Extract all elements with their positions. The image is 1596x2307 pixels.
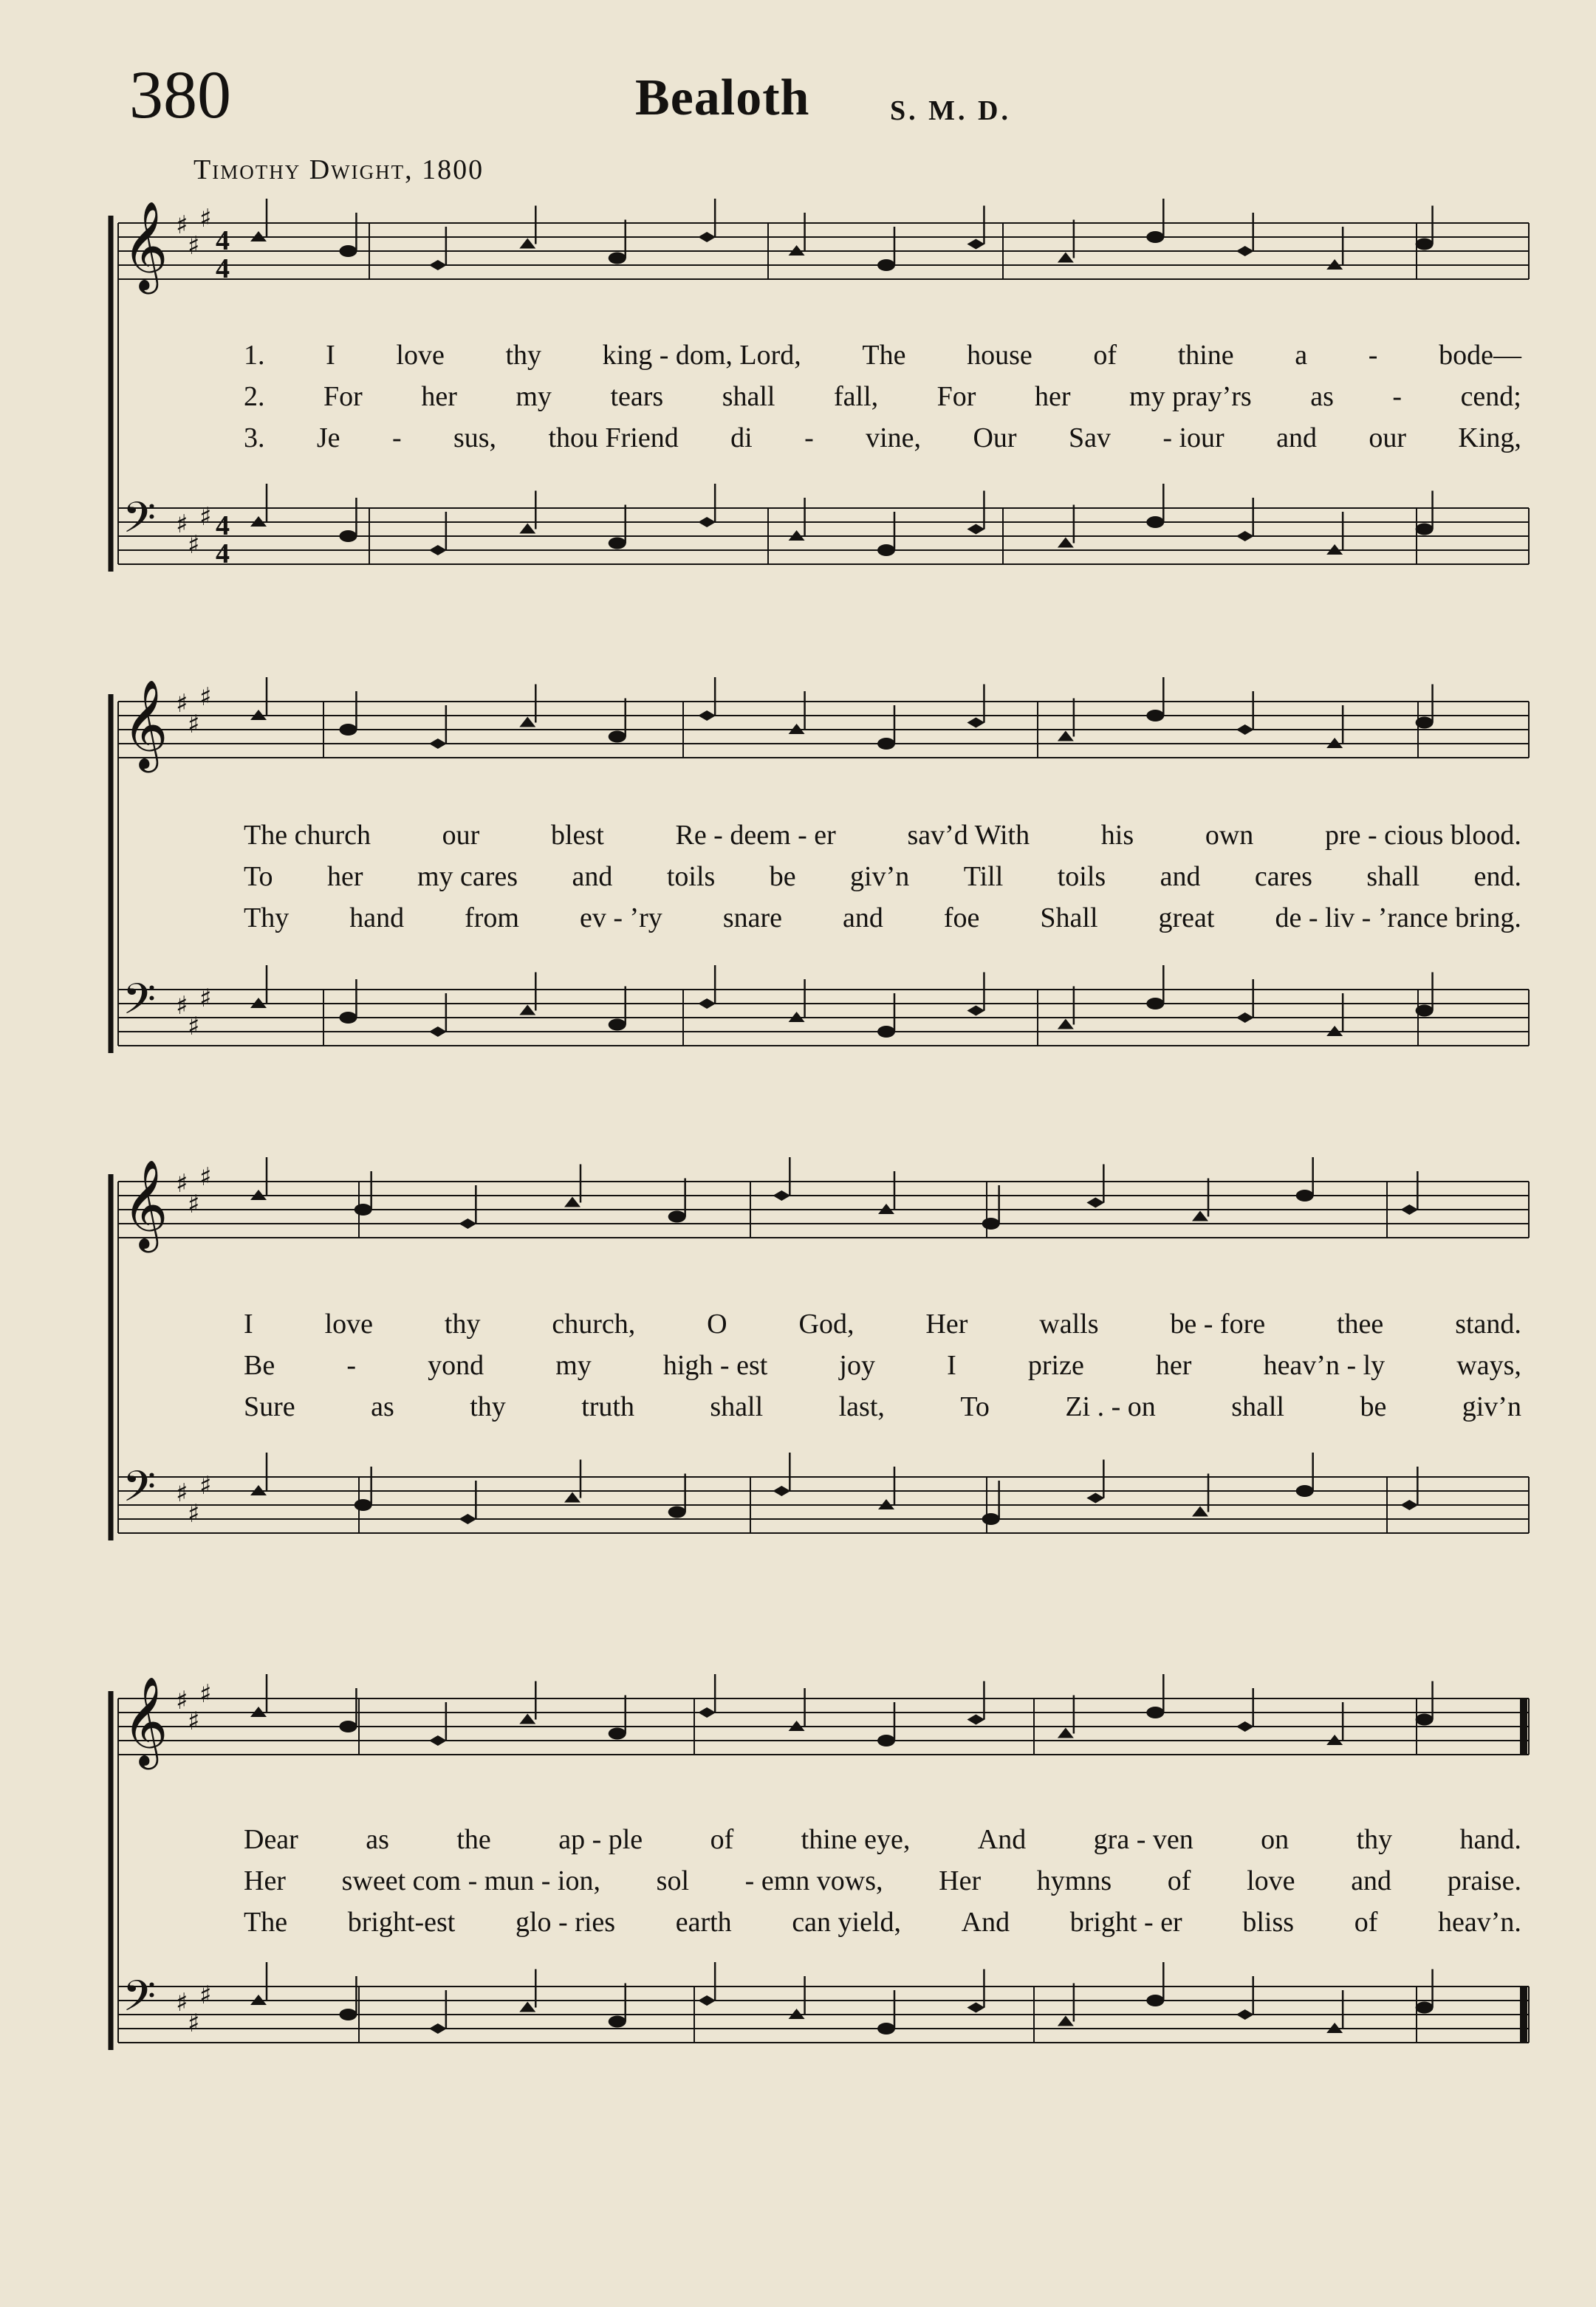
lyric-syllable: Dear: [244, 1824, 298, 1855]
bass-clef-icon: 𝄢: [123, 1971, 157, 2032]
lyric-syllable: thy: [505, 340, 542, 371]
note-head: [1416, 2002, 1434, 2014]
lyric-syllable: hymns: [1036, 1865, 1112, 1896]
lyric-syllable: thine: [1177, 340, 1234, 371]
note-head: [339, 1012, 357, 1024]
sharp-icon: ♯: [188, 1499, 200, 1529]
lyric-syllable: I: [244, 1309, 253, 1340]
lyric-syllable: can yield,: [792, 1907, 902, 1938]
note-head: [877, 1735, 895, 1746]
lyric-syllable: love: [324, 1309, 373, 1340]
lyric-syllable: shall: [722, 381, 775, 412]
note-head: [967, 524, 984, 535]
note-layer: [250, 199, 1434, 2035]
hymn-number: 380: [129, 57, 231, 132]
lyric-syllable: truth: [581, 1391, 634, 1422]
note-head: [877, 1026, 895, 1038]
lyric-syllable: Her: [244, 1865, 286, 1896]
lyric-syllable: gra - ven: [1093, 1824, 1193, 1855]
lyric-syllable: hand: [349, 902, 405, 933]
sharp-icon: ♯: [176, 689, 188, 719]
sharp-icon: ♯: [188, 1012, 200, 1041]
note-head: [877, 738, 895, 750]
lyric-syllable: - iour: [1162, 422, 1225, 453]
lyric-syllable: de - liv - ’rance bring.: [1275, 902, 1521, 933]
lyric-syllable: his: [1100, 820, 1134, 851]
note-head: [967, 239, 984, 250]
lyric-syllable: church,: [552, 1309, 636, 1340]
lyric-syllable: my pray’rs: [1129, 381, 1252, 412]
sharp-icon: ♯: [188, 530, 200, 560]
final-barline: [1520, 1698, 1527, 1755]
lyric-syllable: and: [572, 861, 613, 892]
lyric-syllable: -: [1368, 340, 1378, 371]
lyric-syllable: snare: [722, 902, 782, 933]
lyric-syllable: Till: [963, 861, 1004, 892]
note-head: [1058, 1728, 1074, 1738]
lyric-syllable: 2.: [244, 381, 265, 412]
lyric-syllable: Our: [973, 422, 1017, 453]
sharp-icon: ♯: [188, 1190, 200, 1219]
tune-name: Bealoth: [635, 69, 810, 126]
lyric-line: [244, 1310, 1521, 1338]
lyric-syllable: and: [843, 902, 883, 933]
lyric-syllable: prize: [1027, 1350, 1084, 1381]
note-head: [1086, 1198, 1104, 1208]
time-signature-bottom: 4: [216, 253, 230, 284]
note-head: [967, 718, 984, 728]
lyric-syllable: For: [936, 381, 976, 412]
lyric-syllable: ap - ple: [558, 1824, 643, 1855]
note-head: [1236, 1721, 1254, 1732]
lyric-syllable: The: [244, 1907, 288, 1938]
lyric-line: [244, 904, 1521, 932]
note-head: [429, 2023, 447, 2034]
lyric-syllable: bode—: [1439, 340, 1521, 371]
note-head: [429, 1026, 447, 1037]
lyric-syllable: sol: [656, 1865, 690, 1896]
lyric-syllable: king - dom, Lord,: [602, 340, 801, 371]
note-head: [339, 2009, 357, 2020]
lyric-syllable: And: [961, 1907, 1010, 1938]
note-head: [429, 1735, 447, 1746]
lyric-line: [244, 863, 1521, 891]
lyric-syllable: Her: [939, 1865, 982, 1896]
note-head: [564, 1197, 580, 1207]
lyric-syllable: cend;: [1460, 381, 1521, 412]
note-head: [1146, 516, 1164, 528]
note-head: [967, 2003, 984, 2013]
lyric-syllable: The church: [244, 820, 371, 851]
note-head: [1296, 1485, 1314, 1497]
note-head: [429, 545, 447, 555]
lyric-syllable: Re - deem - er: [675, 820, 836, 851]
lyric-syllable: giv’n: [1462, 1391, 1521, 1422]
note-head: [982, 1218, 1000, 1230]
sharp-icon: ♯: [199, 1471, 212, 1501]
lyric-syllable: Sure: [244, 1391, 295, 1422]
lyric-syllable: own: [1205, 820, 1254, 851]
lyric-syllable: end.: [1473, 861, 1521, 892]
note-head: [698, 998, 716, 1009]
note-head: [429, 738, 447, 749]
note-head: [877, 544, 895, 556]
note-head: [564, 1492, 580, 1503]
lyric-syllable: glo - ries: [516, 1907, 616, 1938]
lyric-syllable: love: [396, 340, 445, 371]
note-head: [1058, 2016, 1074, 2026]
note-head: [1236, 1012, 1254, 1023]
lyric-line: [244, 821, 1521, 849]
note-head: [355, 1499, 372, 1511]
sharp-icon: ♯: [176, 510, 188, 539]
lyric-syllable: ev - ’ry: [579, 902, 662, 933]
lyric-syllable: pre - cious blood.: [1324, 820, 1521, 851]
lyric-syllable: blest: [551, 820, 604, 851]
lyric-syllable: 1.: [244, 340, 265, 371]
lyric-syllable: as: [371, 1391, 394, 1422]
lyric-syllable: walls: [1039, 1309, 1099, 1340]
lyric-syllable: our: [442, 820, 480, 851]
clef-layer: [123, 200, 230, 2038]
lyric-syllable: joy: [839, 1350, 875, 1381]
lyric-syllable: To: [244, 861, 273, 892]
sharp-icon: ♯: [188, 1707, 200, 1736]
note-head: [429, 260, 447, 270]
treble-clef-icon: 𝄞: [123, 1159, 168, 1249]
note-head: [339, 724, 357, 736]
lyric-syllable: 3.: [244, 422, 265, 453]
lyric-syllable: a: [1295, 340, 1308, 371]
lyric-syllable: her: [327, 861, 363, 892]
lyric-syllable: foe: [943, 902, 980, 933]
lyric-syllable: and: [1160, 861, 1201, 892]
lyric-syllable: high - est: [662, 1350, 768, 1381]
sharp-icon: ♯: [176, 1988, 188, 2018]
meter: S. M. D.: [890, 95, 1011, 126]
sharp-icon: ♯: [176, 210, 188, 240]
lyric-syllable: thy: [1356, 1824, 1393, 1855]
lyric-syllable: earth: [675, 1907, 732, 1938]
note-head: [519, 1005, 535, 1015]
lyric-syllable: sav’d With: [907, 820, 1030, 851]
note-head: [519, 524, 535, 534]
note-head: [877, 259, 895, 271]
lyric-syllable: - emn vows,: [744, 1865, 883, 1896]
lyric-syllable: thy: [444, 1309, 481, 1340]
lyric-syllable: shall: [710, 1391, 764, 1422]
lyric-syllable: and: [1276, 422, 1317, 453]
note-head: [698, 710, 716, 721]
lyric-syllable: I: [947, 1350, 956, 1381]
treble-clef-icon: 𝄞: [123, 200, 168, 290]
note-head: [355, 1204, 372, 1216]
note-head: [1058, 731, 1074, 741]
lyric-line: [244, 383, 1521, 411]
lyric-syllable: my cares: [417, 861, 518, 892]
note-head: [1416, 717, 1434, 729]
lyric-syllable: Her: [925, 1309, 968, 1340]
sharp-icon: ♯: [188, 710, 200, 739]
note-head: [459, 1514, 476, 1524]
lyric-line: [244, 1351, 1521, 1379]
note-head: [609, 2016, 626, 2028]
lyric-syllable: thee: [1337, 1309, 1384, 1340]
time-signature-top: 4: [216, 225, 230, 256]
lyric-syllable: Shall: [1040, 902, 1098, 933]
note-head: [773, 1190, 790, 1201]
note-head: [1400, 1204, 1418, 1215]
lyric-syllable: And: [977, 1824, 1027, 1855]
lyric-syllable: as: [1310, 381, 1334, 412]
lyric-syllable: love: [1247, 1865, 1295, 1896]
lyric-line: [244, 1908, 1521, 1936]
lyric-syllable: stand.: [1455, 1309, 1521, 1340]
note-head: [668, 1211, 686, 1223]
note-head: [519, 717, 535, 727]
lyric-syllable: Zi . - on: [1065, 1391, 1156, 1422]
note-head: [1416, 239, 1434, 250]
lyric-syllable: giv’n: [850, 861, 910, 892]
note-head: [1146, 998, 1164, 1009]
lyric-syllable: toils: [1057, 861, 1106, 892]
lyric-syllable: shall: [1231, 1391, 1284, 1422]
sharp-icon: ♯: [176, 1686, 188, 1715]
sharp-icon: ♯: [188, 2009, 200, 2038]
lyric-syllable: praise.: [1447, 1865, 1521, 1896]
lyric-syllable: hand.: [1459, 1824, 1521, 1855]
lyric-syllable: -: [1392, 381, 1403, 412]
lyric-syllable: I: [326, 340, 335, 371]
lyric-syllable: the: [456, 1824, 491, 1855]
note-head: [1416, 524, 1434, 535]
note-head: [967, 1715, 984, 1725]
note-head: [1146, 710, 1164, 721]
lyric-syllable: her: [1155, 1350, 1192, 1381]
lyric-syllable: and: [1351, 1865, 1392, 1896]
note-head: [339, 245, 357, 257]
lyric-syllable: great: [1158, 902, 1215, 933]
lyric-syllable: toils: [666, 861, 716, 892]
lyric-syllable: di: [730, 422, 753, 453]
lyric-syllable: For: [323, 381, 363, 412]
note-head: [609, 731, 626, 743]
lyric-line: [244, 424, 1521, 452]
lyric-syllable: sweet com - mun - ion,: [341, 1865, 600, 1896]
sharp-icon: ♯: [199, 204, 212, 233]
lyric-syllable: be - fore: [1170, 1309, 1266, 1340]
note-head: [877, 2023, 895, 2035]
note-head: [1296, 1190, 1314, 1202]
lyric-syllable: last,: [838, 1391, 885, 1422]
lyric-syllable: thou Friend: [548, 422, 679, 453]
note-head: [1236, 724, 1254, 735]
lyric-line: [244, 1867, 1521, 1895]
bass-clef-icon: 𝄢: [123, 493, 157, 553]
note-head: [1236, 531, 1254, 541]
note-head: [609, 1019, 626, 1031]
note-head: [1146, 1995, 1164, 2006]
lyric-syllable: her: [1034, 381, 1071, 412]
lyric-syllable: To: [960, 1391, 990, 1422]
note-head: [1086, 1493, 1104, 1504]
lyric-syllable: O: [707, 1309, 727, 1340]
author-credit: Timothy Dwight, 1800: [193, 154, 484, 185]
lyric-line: [244, 341, 1521, 369]
lyric-syllable: fall,: [834, 381, 879, 412]
time-signature-bottom: 4: [216, 538, 230, 569]
note-head: [1058, 1019, 1074, 1029]
lyric-syllable: thy: [470, 1391, 506, 1422]
note-head: [668, 1506, 686, 1518]
sharp-icon: ♯: [176, 1478, 188, 1508]
lyric-syllable: Thy: [244, 902, 290, 933]
note-head: [698, 1995, 716, 2006]
lyric-syllable: thine eye,: [801, 1824, 911, 1855]
treble-clef-icon: 𝄞: [123, 1676, 168, 1766]
sharp-icon: ♯: [176, 991, 188, 1021]
note-head: [519, 1714, 535, 1724]
lyric-syllable: Je: [316, 422, 340, 453]
note-head: [698, 517, 716, 527]
lyric-syllable: ways,: [1456, 1350, 1521, 1381]
note-head: [609, 1728, 626, 1740]
lyric-syllable: -: [346, 1350, 356, 1381]
lyric-syllable: shall: [1366, 861, 1420, 892]
lyric-syllable: King,: [1458, 422, 1521, 453]
lyric-syllable: bright - er: [1069, 1907, 1182, 1938]
lyric-syllable: Be: [244, 1350, 275, 1381]
note-head: [982, 1513, 1000, 1525]
note-head: [1236, 2009, 1254, 2020]
note-head: [609, 538, 626, 549]
note-head: [1400, 1500, 1418, 1510]
note-head: [1416, 1714, 1434, 1726]
lyric-syllable: be: [769, 861, 796, 892]
lyric-syllable: my: [516, 381, 552, 412]
lyric-syllable: bliss: [1242, 1907, 1295, 1938]
lyric-syllable: of: [1354, 1907, 1378, 1938]
note-head: [519, 239, 535, 249]
lyric-syllable: cares: [1254, 861, 1312, 892]
note-head: [1058, 538, 1074, 548]
note-head: [698, 1707, 716, 1718]
sharp-icon: ♯: [199, 1679, 212, 1709]
sharp-icon: ♯: [199, 984, 212, 1013]
lyric-syllable: her: [421, 381, 457, 412]
sharp-icon: ♯: [188, 231, 200, 261]
sharp-icon: ♯: [176, 1169, 188, 1199]
note-head: [339, 530, 357, 542]
final-barline: [1520, 1987, 1527, 2043]
sharp-icon: ♯: [199, 682, 212, 712]
lyric-syllable: on: [1261, 1824, 1290, 1855]
lyric-syllable: The: [862, 340, 906, 371]
lyric-syllable: of: [1167, 1865, 1191, 1896]
lyric-syllable: God,: [798, 1309, 854, 1340]
treble-clef-icon: 𝄞: [123, 679, 168, 769]
note-head: [1146, 231, 1164, 243]
note-head: [339, 1721, 357, 1732]
lyric-syllable: our: [1369, 422, 1407, 453]
sharp-icon: ♯: [199, 1162, 212, 1192]
time-signature-top: 4: [216, 510, 230, 541]
lyric-syllable: of: [710, 1824, 734, 1855]
note-head: [519, 2002, 535, 2012]
bass-clef-icon: 𝄢: [123, 974, 157, 1035]
lyric-syllable: -: [804, 422, 814, 453]
lyric-syllable: -: [391, 422, 402, 453]
staff-layer: [111, 216, 1529, 2050]
bass-clef-icon: 𝄢: [123, 1461, 157, 1522]
note-head: [1058, 253, 1074, 263]
note-head: [698, 232, 716, 242]
lyric-syllable: be: [1360, 1391, 1387, 1422]
lyric-syllable: sus,: [453, 422, 497, 453]
note-head: [459, 1218, 476, 1229]
note-head: [1192, 1211, 1208, 1221]
note-head: [1416, 1005, 1434, 1017]
lyric-line: [244, 1826, 1521, 1854]
lyric-syllable: bright-est: [347, 1907, 456, 1938]
lyric-syllable: heav’n.: [1438, 1907, 1521, 1938]
note-head: [967, 1006, 984, 1016]
sharp-icon: ♯: [199, 1981, 212, 2010]
lyric-syllable: from: [465, 902, 519, 933]
lyric-syllable: heav’n - ly: [1263, 1350, 1386, 1381]
lyric-syllable: yond: [428, 1350, 484, 1381]
lyric-syllable: my: [555, 1350, 592, 1381]
lyric-syllable: as: [366, 1824, 389, 1855]
note-head: [1192, 1506, 1208, 1517]
note-head: [1146, 1707, 1164, 1718]
note-head: [609, 253, 626, 264]
lyric-syllable: vine,: [866, 422, 922, 453]
sharp-icon: ♯: [199, 502, 212, 532]
lyric-line: [244, 1393, 1521, 1421]
lyric-syllable: tears: [610, 381, 664, 412]
lyric-syllable: of: [1093, 340, 1117, 371]
lyric-syllable: Sav: [1068, 422, 1111, 453]
note-head: [1236, 246, 1254, 256]
note-head: [773, 1486, 790, 1496]
lyric-syllable: house: [967, 340, 1032, 371]
